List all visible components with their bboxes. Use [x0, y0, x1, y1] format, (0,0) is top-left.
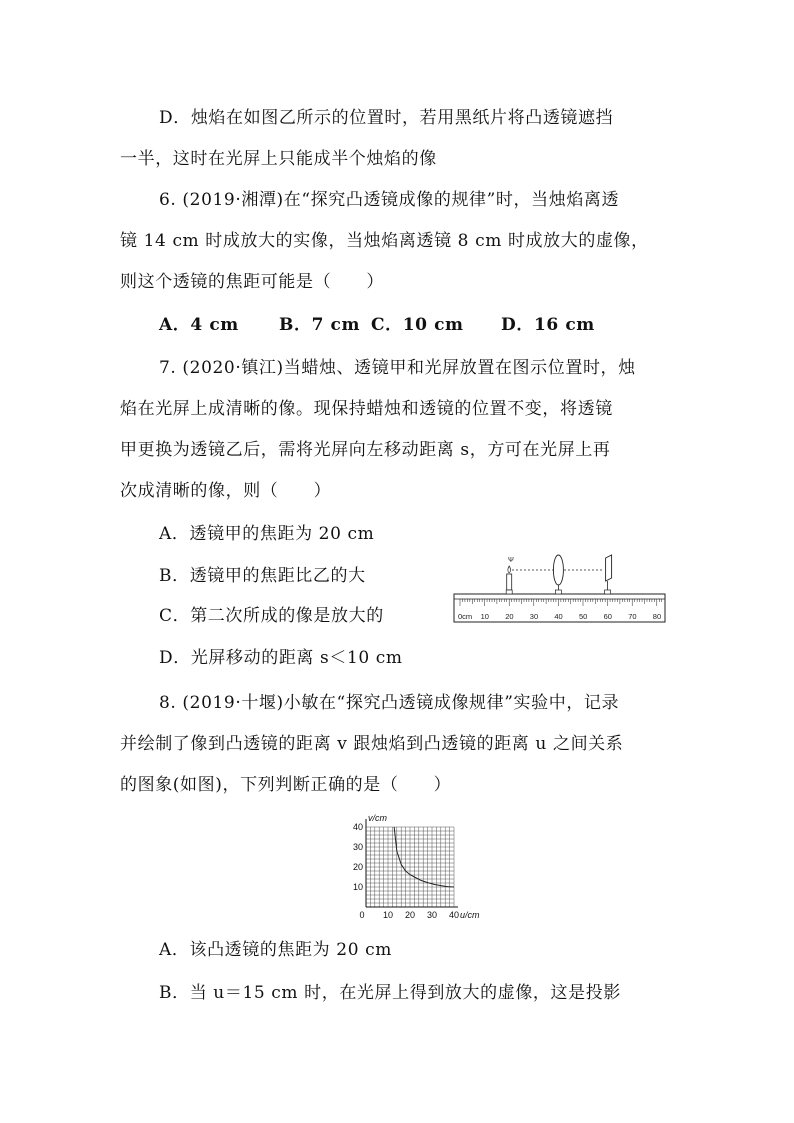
chart-x-tick-label: 40	[448, 910, 460, 920]
q6-option-b: B．7 cm	[279, 315, 361, 335]
bench-scale-labels	[458, 612, 661, 621]
q7-option-d: D．光屏移动的距离 s＜10 cm	[159, 648, 403, 668]
image-mark-icon: Ψ	[508, 557, 514, 564]
q6-stem-line1: 6. (2019·湘潭)在“探究凸透镜成像的规律”时，当烛焰离透	[159, 190, 620, 210]
chart-x-tick-labels	[359, 910, 459, 920]
q6-stem-line2: 镜 14 cm 时成放大的实像，当烛焰离透镜 8 cm 时成放大的虚像，	[120, 231, 649, 251]
chart-y-tick-label: 10	[352, 882, 363, 892]
q6-options	[159, 313, 595, 337]
bench-tick-label: 30	[529, 612, 539, 621]
q7-stem-line2: 焰在光屏上成清晰的像。现保持蜡烛和透镜的位置不变，将透镜	[120, 399, 613, 419]
q6-option-a: A．4 cm	[159, 315, 239, 335]
chart-y-tick-label: 20	[352, 862, 363, 872]
q7-option-a: A．透镜甲的焦距为 20 cm	[159, 524, 375, 544]
chart-y-tick-label: 30	[352, 842, 363, 852]
bench-tick-label: 20	[505, 612, 514, 621]
chart-x-tick-label: 0	[359, 910, 365, 920]
q6-stem-line3: 则这个透镜的焦距可能是（ ）	[120, 272, 384, 292]
q5-option-d-line1: D．烛焰在如图乙所示的位置时，若用黑纸片将凸透镜遮挡	[159, 108, 614, 128]
bench-tick-label: 10	[480, 612, 489, 621]
q8-stem-line1: 8. (2019·十堰)小敏在“探究凸透镜成像规律”实验中，记录	[159, 693, 620, 713]
q8-stem-line2: 并绘制了像到凸透镜的距离 v 跟烛焰到凸透镜的距离 u 之间关系	[120, 734, 624, 754]
bench-tick-label: 40	[554, 612, 563, 621]
q7-option-b: B．透镜甲的焦距比乙的大	[159, 566, 366, 586]
q7-stem-line3: 甲更换为透镜乙后，需将光屏向左移动距离 s，方可在光屏上再	[120, 440, 611, 460]
bench-tick-label: 70	[628, 612, 637, 621]
convex-lens	[553, 555, 563, 594]
q8-option-a: A．该凸透镜的焦距为 20 cm	[159, 940, 392, 960]
q6-option-d: D．16 cm	[501, 315, 595, 335]
chart-ylabel: v/cm	[368, 813, 387, 823]
q7-stem-line1: 7. (2020·镇江)当蜡烛、透镜甲和光屏放置在图示位置时，烛	[159, 358, 636, 378]
q8-stem-line3: 的图象(如图)，下列判断正确的是（ ）	[120, 775, 452, 795]
q5-option-d-line2: 一半，这时在光屏上只能成半个烛焰的像	[120, 149, 437, 169]
chart-y-tick-labels	[353, 822, 363, 892]
candle	[506, 566, 512, 594]
chart-x-tick-label: 10	[382, 910, 394, 920]
chart-x-tick-label: 30	[426, 910, 438, 920]
chart-grid	[366, 827, 454, 907]
light-screen	[605, 555, 612, 594]
bench-tick-label: 50	[579, 612, 588, 621]
bench-tick-label: 60	[603, 612, 612, 621]
chart-x-tick-label: 20	[404, 910, 416, 920]
bench-tick-label: 0cm	[458, 612, 473, 621]
optical-bench-figure	[452, 550, 668, 628]
chart-y-tick-label: 40	[352, 822, 363, 832]
q6-option-c: C．10 cm	[371, 315, 464, 335]
bench-tick-label: 80	[652, 612, 662, 621]
chart-xlabel: u/cm	[460, 910, 480, 920]
q7-stem-line4: 次成清晰的像，则（ ）	[120, 481, 332, 501]
q7-option-c: C．第二次所成的像是放大的	[159, 606, 384, 626]
q8-option-b: B．当 u＝15 cm 时，在光屏上得到放大的虚像，这是投影	[159, 983, 621, 1003]
v-u-graph	[340, 812, 490, 924]
